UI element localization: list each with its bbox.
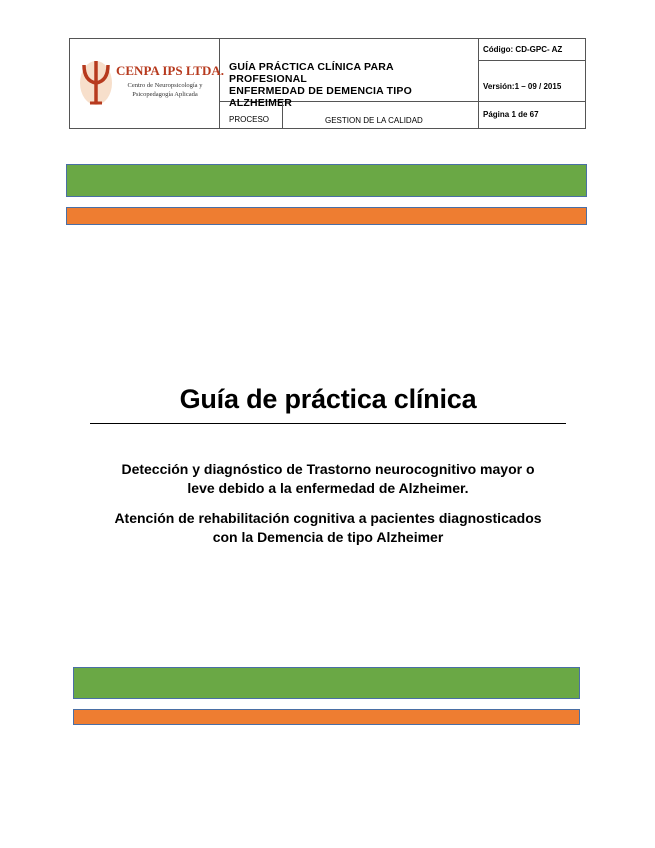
subtitle-detection-line1: Detección y diagnóstico de Trastorno neurocognitivo mayor o <box>121 461 535 477</box>
document-version: Versión:1 – 09 / 2015 <box>483 82 562 91</box>
document-code: Código: CD-GPC- AZ <box>483 45 563 54</box>
page-number: Página 1 de 67 <box>483 110 539 119</box>
version-cell <box>479 61 585 102</box>
orange-band-bottom <box>73 709 580 725</box>
logo-subtitle-line1: Centro de Neuropsicología y <box>127 82 203 89</box>
proceso-label: PROCESO <box>229 115 270 124</box>
logo-name: CENPA IPS LTDA. <box>116 63 224 78</box>
green-band-bottom <box>73 667 580 699</box>
subtitle-detection-line2: leve debido a la enfermedad de Alzheimer. <box>187 480 469 496</box>
main-title: Guía de práctica clínica <box>179 384 477 414</box>
logo-cell <box>70 39 224 128</box>
subtitle-rehabilitation <box>90 509 566 547</box>
document-title-line1: GUÍA PRÁCTICA CLÍNICA PARA PROFESIONAL <box>229 61 394 85</box>
title-underline <box>90 423 566 424</box>
code-cell <box>479 39 585 61</box>
document-title-cell <box>220 39 479 109</box>
subtitle-rehabilitation-line1: Atención de rehabilitación cognitiva a pacientes diagnosticados <box>114 510 542 526</box>
psi-logo-icon <box>78 55 114 111</box>
gestion-label: GESTION DE LA CALIDAD <box>325 116 423 125</box>
page-cell <box>479 102 585 128</box>
proceso-cell <box>220 102 283 128</box>
orange-band-top <box>66 207 587 225</box>
document-header <box>69 38 586 129</box>
subtitle-detection <box>90 460 566 498</box>
subtitle-rehabilitation-line2: con la Demencia de tipo Alzheimer <box>212 529 444 545</box>
gestion-cell <box>283 102 479 128</box>
green-band-top <box>66 164 587 197</box>
logo-subtitle-line2: Psicopedagogía Aplicada <box>132 91 198 98</box>
document-title-line2: ENFERMEDAD DE DEMENCIA TIPO ALZHEIMER <box>229 85 412 109</box>
logo-subtitle <box>126 81 204 99</box>
